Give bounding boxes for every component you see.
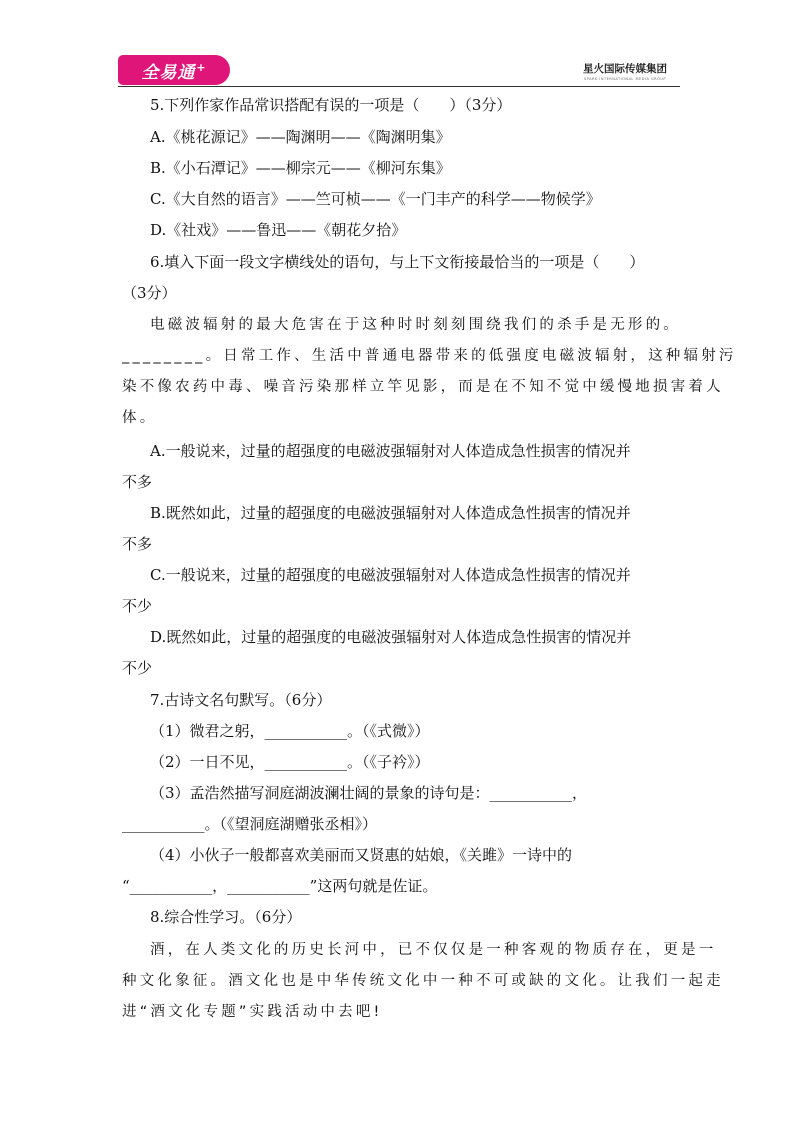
publisher-name: 星火国际传媒集团 <box>583 63 667 75</box>
q6-option-d-cont: 不少 <box>122 659 153 677</box>
q7-item-4-cont: “___________，___________”这两句就是佐证。 <box>122 877 438 895</box>
q5-option-b: B.《小石潭记》——柳宗元——《柳河东集》 <box>150 159 451 177</box>
q6-score: （3分） <box>122 284 177 302</box>
q5-stem: 5.下列作家作品常识搭配有误的一项是（ ）（3分） <box>150 96 512 114</box>
q7-item-1: （1）微君之躬，___________。（《式微》） <box>150 722 430 740</box>
q6-passage-line-4: 体。 <box>122 410 158 426</box>
q6-option-a-cont: 不多 <box>122 473 153 491</box>
q7-item-4: （4）小伙子一般都喜欢美丽而又贤惠的姑娘，《关雎》一诗中的 <box>150 846 573 864</box>
header-divider <box>118 86 680 87</box>
q8-stem: 8.综合性学习。（6分） <box>150 908 302 926</box>
logo-text: 全易通 <box>141 62 196 83</box>
q6-passage-line-3: 染不像农药中毒、噪音污染那样立竿见影，而是在不知不觉中缓慢地损害着人 <box>122 379 724 395</box>
q6-option-c: C.一般说来，过量的超强度的电磁波强辐射对人体造成急性损害的情况并 <box>150 566 631 584</box>
q6-option-a: A.一般说来，过量的超强度的电磁波强辐射对人体造成急性损害的情况并 <box>150 442 631 460</box>
brand-logo <box>118 55 230 85</box>
publisher-brand <box>583 61 667 81</box>
q5-option-a: A.《桃花源记》——陶渊明——《陶渊明集》 <box>150 128 451 146</box>
q7-item-2: （2）一日不见，___________。（《子衿》） <box>150 753 430 771</box>
q6-option-b: B.既然如此，过量的超强度的电磁波强辐射对人体造成急性损害的情况并 <box>150 504 631 522</box>
q7-item-3-cont: ___________。（《望洞庭湖赠张丞相》） <box>122 815 378 833</box>
q6-option-d: D.既然如此，过量的超强度的电磁波强辐射对人体造成急性损害的情况并 <box>150 628 632 646</box>
q5-option-d: D.《社戏》——鲁迅——《朝花夕拾》 <box>150 221 407 239</box>
q7-item-3: （3）孟浩然描写洞庭湖波澜壮阔的景象的诗句是：___________， <box>150 784 588 802</box>
q6-passage-line-1: 电磁波辐射的最大危害在于这种时时刻刻围绕我们的杀手是无形的。 <box>150 317 681 333</box>
q6-option-b-cont: 不多 <box>122 535 153 553</box>
q8-passage-line-2: 种文化象征。酒文化也是中华传统文化中一种不可或缺的文化。让我们一起走 <box>122 973 724 989</box>
page-header <box>0 0 800 90</box>
q6-passage-line-2: ________。日常工作、生活中普通电器带来的低强度电磁波辐射，这种辐射污 <box>122 348 737 364</box>
publisher-subtitle: SPARK INTERNATIONAL MEDIA GROUP <box>583 77 667 81</box>
q8-passage-line-1: 酒，在人类文化的历史长河中，已不仅仅是一种客观的物质存在，更是一 <box>150 942 717 958</box>
q6-option-c-cont: 不少 <box>122 597 153 615</box>
logo-plus: + <box>196 60 207 74</box>
q5-option-c: C.《大自然的语言》——竺可桢——《一门丰产的科学——物候学》 <box>150 190 601 208</box>
q8-passage-line-3: 进“酒文化专题”实践活动中去吧! <box>122 1004 383 1020</box>
q6-stem: 6.填入下面一段文字横线处的语句，与上下文衔接最恰当的一项是（ ） <box>150 253 645 271</box>
q7-stem: 7.古诗文名句默写。（6分） <box>150 691 332 709</box>
